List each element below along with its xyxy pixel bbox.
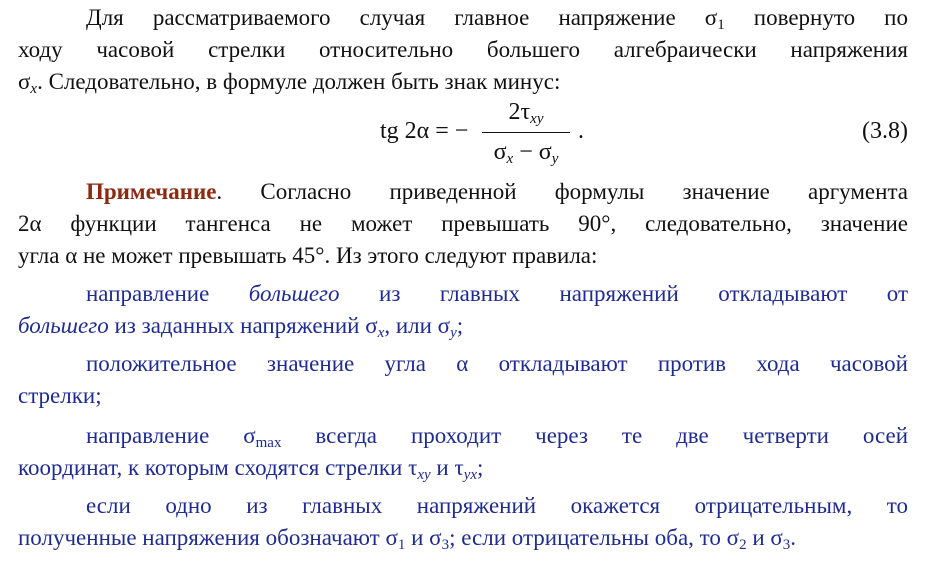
subscript: 3 (441, 537, 450, 553)
p1-text: . Следовательно, в формуле должен быть знак минус: (37, 69, 561, 94)
rule-text: . (790, 525, 797, 550)
subscript: 2 (739, 537, 747, 553)
formula-numerator (478, 96, 574, 128)
p1-line-2: ходу часовой стрелки относительно большего алгебраически напряжения (18, 37, 908, 62)
formula-denominator (478, 136, 574, 168)
subscript: xy (417, 467, 431, 483)
formula-fraction (478, 96, 574, 176)
rule-text: ; (456, 313, 464, 338)
subscript: 3 (782, 537, 791, 553)
rule-text: и σ (405, 525, 442, 550)
sigma-symbol: σ (18, 69, 31, 94)
rule-text: из заданных напряжений σ (108, 313, 378, 338)
rule-4-line-2 (18, 522, 908, 554)
note-line-1 (18, 176, 908, 208)
p1-line-1 (18, 2, 908, 34)
rule-text: и τ (430, 455, 464, 480)
numerator-base: 2τ (508, 99, 531, 125)
subscript: yx (463, 467, 478, 483)
subscript: x (377, 325, 385, 341)
rule-text: направление (86, 281, 249, 306)
note-line-3: угла α не может превышать 45°. Из этого следуют правила: (18, 243, 598, 268)
rule-text: направление σ (86, 423, 256, 448)
p1-line-3 (18, 66, 908, 98)
sigma-symbol: σ (493, 139, 507, 165)
subscript: y (551, 151, 559, 167)
note-line-2: 2α функции тангенса не может превышать 90°, следовательно, значение (18, 211, 908, 236)
formula-period: . (578, 118, 584, 144)
subscript: max (255, 435, 282, 451)
rule-emphasis: большего (248, 281, 340, 306)
rule-text: координат, к которым сходятся стрелки τ (18, 455, 418, 480)
rule-text: ; (477, 455, 484, 480)
rule-text: , или σ (384, 313, 451, 338)
equation-number: (3.8) (862, 118, 908, 144)
minus-sigma: − σ (513, 139, 552, 165)
rule-text: и σ (746, 525, 783, 550)
rule-3-line-2 (18, 452, 908, 484)
rule-emphasis: большего (18, 313, 109, 338)
subscript: y (450, 325, 457, 341)
subscript: x (30, 81, 38, 97)
rule-3-line-1 (18, 420, 908, 452)
formula-lhs: tg 2α = − (380, 118, 469, 144)
rule-1-line-1 (18, 278, 908, 310)
rule-4-line-1: если одно из главных напряжений окажется отрицательным, то (86, 493, 908, 518)
fraction-bar (482, 132, 570, 133)
subscript: 1 (397, 537, 406, 553)
subscript: 1 (717, 17, 725, 33)
note-text: . Согласно приведенной формулы значение аргумента (216, 179, 908, 204)
rule-text: из главных напряжений откладывают от (339, 281, 908, 306)
rule-text: ; если отрицательны оба, то σ (449, 525, 740, 550)
rule-2-line-2: стрелки; (18, 383, 102, 408)
p1-text: повернуто по (724, 5, 908, 30)
rule-text: полученные напряжения обозначают σ (18, 525, 398, 550)
rule-1-line-2 (18, 310, 908, 342)
subscript: x (506, 151, 514, 167)
subscript: xy (530, 111, 544, 127)
rule-text: всегда проходит через те две четверти осей (281, 423, 908, 448)
note-label: Примечание (86, 179, 217, 204)
rule-2-line-1: положительное значение угла α откладывают против хода часовой (86, 351, 908, 376)
p1-text: Для рассматриваемого случая главное напряжение σ (86, 5, 718, 30)
